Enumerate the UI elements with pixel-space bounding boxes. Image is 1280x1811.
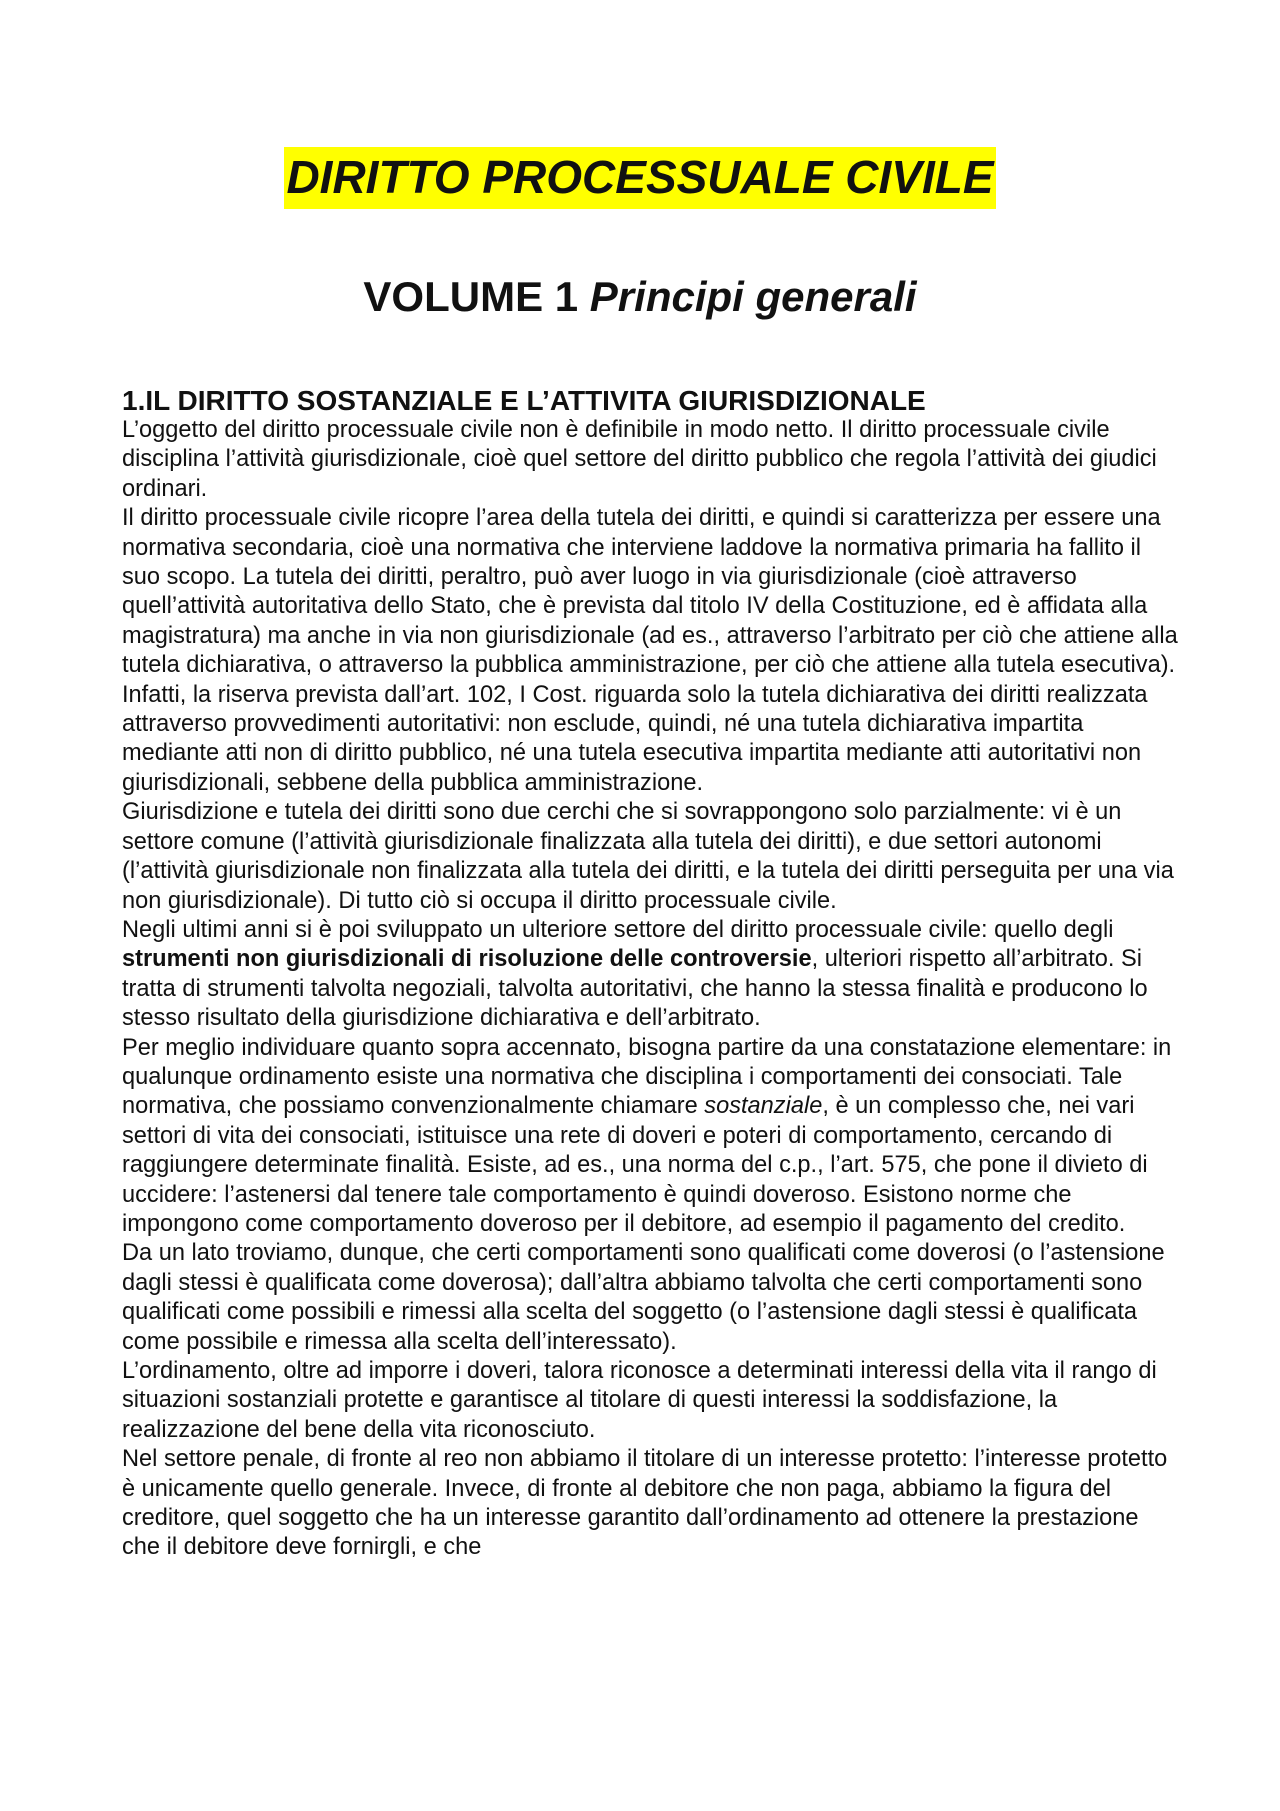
- highlighted-title-text: DIRITTO PROCESSUALE CIVILE: [284, 147, 995, 209]
- paragraph-text: , è un complesso che, nei vari settori di vita dei consociati, istituisce una rete di doveri e poteri di comportamento, cercando di raggiungere determinate finalità. Esiste, ad es., una norma del c.p., l’art. 575, che pone il divieto di uccidere: l’astenersi dal tenere tale comportamento è quindi doveroso. Esistono norme che impongono come comportamento doveroso per il debitore, ad esempio il pagamento del credito.: [122, 1093, 1148, 1237]
- paragraph: [122, 916, 1182, 1034]
- paragraph: Da un lato troviamo, dunque, che certi comportamenti sono qualificati come doverosi (o l’astensione dagli stessi è qualificata come doverosa); dall’altra abbiamo talvolta che certi comportamenti sono qualificati come possibili e rimessi alla scelta del soggetto (o l’astensione dagli stessi è qualificata come possibile e rimessa alla scelta dell’interessato).: [122, 1240, 1165, 1355]
- volume-title: [0, 272, 1280, 322]
- section-heading: 1.IL DIRITTO SOSTANZIALE E L’ATTIVITA GIURISDIZIONALE: [122, 385, 926, 416]
- paragraph: Il diritto processuale civile ricopre l’area della tutela dei diritti, e quindi si caratterizza per essere una normativa secondaria, cioè una normativa che interviene laddove la normativa primaria ha fallito il suo scopo. La tutela dei diritti, peraltro, può aver luogo in via giurisdizionale (cioè attraverso quell’attività autoritativa dello Stato, che è prevista dal titolo IV della Costituzione, ed è affidata alla magistratura) ma anche in via non giurisdizionale (ad es., attraverso l’arbitrato per ciò che attiene alla tutela dichiarativa, o attraverso la pubblica amministrazione, per ciò che attiene alla tutela esecutiva). Infatti, la riserva prevista dall’art. 102, I Cost. riguarda solo la tutela dichiarativa dei diritti realizzata attraverso provvedimenti autoritativi: non esclude, quindi, né una tutela dichiarativa impartita mediante atti non di diritto pubblico, né una tutela esecutiva impartita mediante atti autoritativi non giurisdizionali, sebbene della pubblica amministrazione.: [122, 505, 1178, 796]
- paragraph: Nel settore penale, di fronte al reo non abbiamo il titolare di un interesse protetto: l’interesse protetto è unicamente quello generale. Invece, di fronte al debitore che non paga, abbiamo la figura del creditore, quel soggetto che ha un interesse garantito dall’ordinamento ad ottenere la prestazione che il debitore deve fornirgli, e che: [122, 1446, 1168, 1561]
- body-text: [122, 416, 1182, 1563]
- document-title: [0, 151, 1280, 203]
- paragraph-text: , ulteriori rispetto all’arbitrato. Si tratta di strumenti talvolta negoziali, talvolta autoritativi, che hanno la stessa finalità e producono lo stesso risultato della giurisdizione dichiarativa e dell’arbitrato.: [122, 946, 1148, 1032]
- italic-term: sostanziale: [704, 1093, 823, 1120]
- bold-phrase: strumenti non giurisdizionali di risoluzione delle controversie: [122, 946, 812, 973]
- paragraph-text: Negli ultimi anni si è poi sviluppato un ulteriore settore del diritto processuale civile: quello degli: [122, 916, 1114, 943]
- paragraph: L’oggetto del diritto processuale civile non è definibile in modo netto. Il diritto processuale civile disciplina l’attività giurisdizionale, cioè quel settore del diritto pubblico che regola l’attività dei giudici ordinari.: [122, 417, 1157, 502]
- paragraph-text: Per meglio individuare quanto sopra accennato, bisogna partire da una constatazione elementare: in qualunque ordinamento esiste una normativa che disciplina i comportamenti dei consociati. Tale normativa, che possiamo convenzionalmente chiamare: [122, 1034, 1172, 1120]
- paragraph: [122, 1034, 1182, 1240]
- volume-label: VOLUME 1: [363, 273, 579, 320]
- paragraph: Giurisdizione e tutela dei diritti sono due cerchi che si sovrappongono solo parzialmente: vi è un settore comune (l’attività giurisdizionale finalizzata alla tutela dei diritti), e due settori autonomi (l’attività giurisdizionale non finalizzata alla tutela dei diritti, e la tutela dei diritti perseguita per una via non giurisdizionale). Di tutto ciò si occupa il diritto processuale civile.: [122, 799, 1174, 914]
- paragraph: L’ordinamento, oltre ad imporre i doveri, talora riconosce a determinati interessi della vita il rango di situazioni sostanziali protette e garantisce al titolare di questi interessi la soddisfazione, la realizzazione del bene della vita riconosciuto.: [122, 1358, 1157, 1443]
- volume-subtitle: Principi generali: [589, 273, 917, 320]
